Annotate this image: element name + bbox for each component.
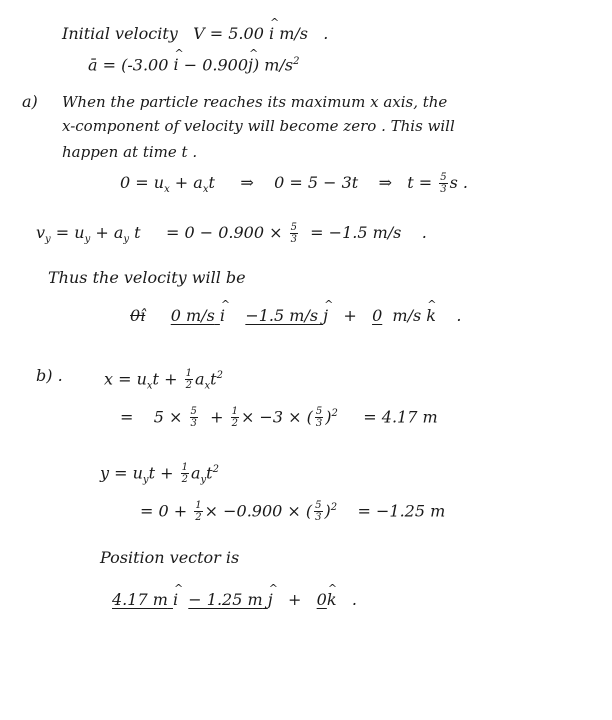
part-a-text-1: When the particle reaches its maximum x axis, the [62,93,448,111]
struck-out-term: 0î [130,306,146,325]
part-b-label: b) . [36,366,63,385]
x-equation-line: $x = u_xt$ + $\frac{1}{2}$ $a_xt^2$ [104,368,223,392]
part-a-text-3: happen at time t . [62,143,198,161]
time-fraction: $\frac{5}{3}$ [440,172,447,195]
y-equation-line: $y = u_yt$ + $\frac{1}{2}$ $a_yt^2$ [100,462,219,486]
x-substitution-line: = 5 × $\frac{5}{3}$ + $\frac{1}{2}$ × −3 × ( $\frac{5}{3}$ )$^2$ = 4.17 m [120,406,438,430]
initial-velocity-line: Initial velocity V = 5.00 ^ i m/s . [62,24,328,44]
velocity-unit: m/s [279,24,308,43]
implies-arrow: ⇒ [378,173,392,192]
part-a-label: a) [22,92,38,111]
velocity-result-line: 0î 0 m/s ^ i −1.5 m/s ^ j + 0 m/s ^ k . [130,306,461,326]
y-substitution-line: = 0 + $\frac{1}{2}$ × −0.900 × ( $\frac{5}{3}$ )$^2$ = −1.25 m [140,500,446,524]
unit-vector-i: ^ i [269,24,274,44]
position-result-line: 4.17 m ^ i − 1.25 m ^ j + 0^ k . [112,590,357,610]
part-a-text-2: x-component of velocity will become zero . This will [62,117,455,135]
implies-arrow: ⇒ [240,173,254,192]
acceleration-equation: ā = (-3.00 [88,55,169,75]
velocity-equation: V = 5.00 [193,24,264,43]
acceleration-line: ā = (-3.00 ^ i − 0.900^ j) $m/s^2$ [88,52,299,75]
time-equation-line: $0 = u_x + a_xt$ ⇒ 0 = 5 − 3t ⇒ t = $\frac{5}{3}$ s . [120,172,469,196]
position-vector-title: Position vector is [100,548,240,567]
vy-equation-line: $v_y = u_y + a_y$ t = 0 − 0.900 × $\frac{5}{3}$ = −1.5 m/s . [36,222,427,246]
velocity-label: Initial velocity [62,24,178,43]
thus-line: Thus the velocity will be [48,268,246,287]
